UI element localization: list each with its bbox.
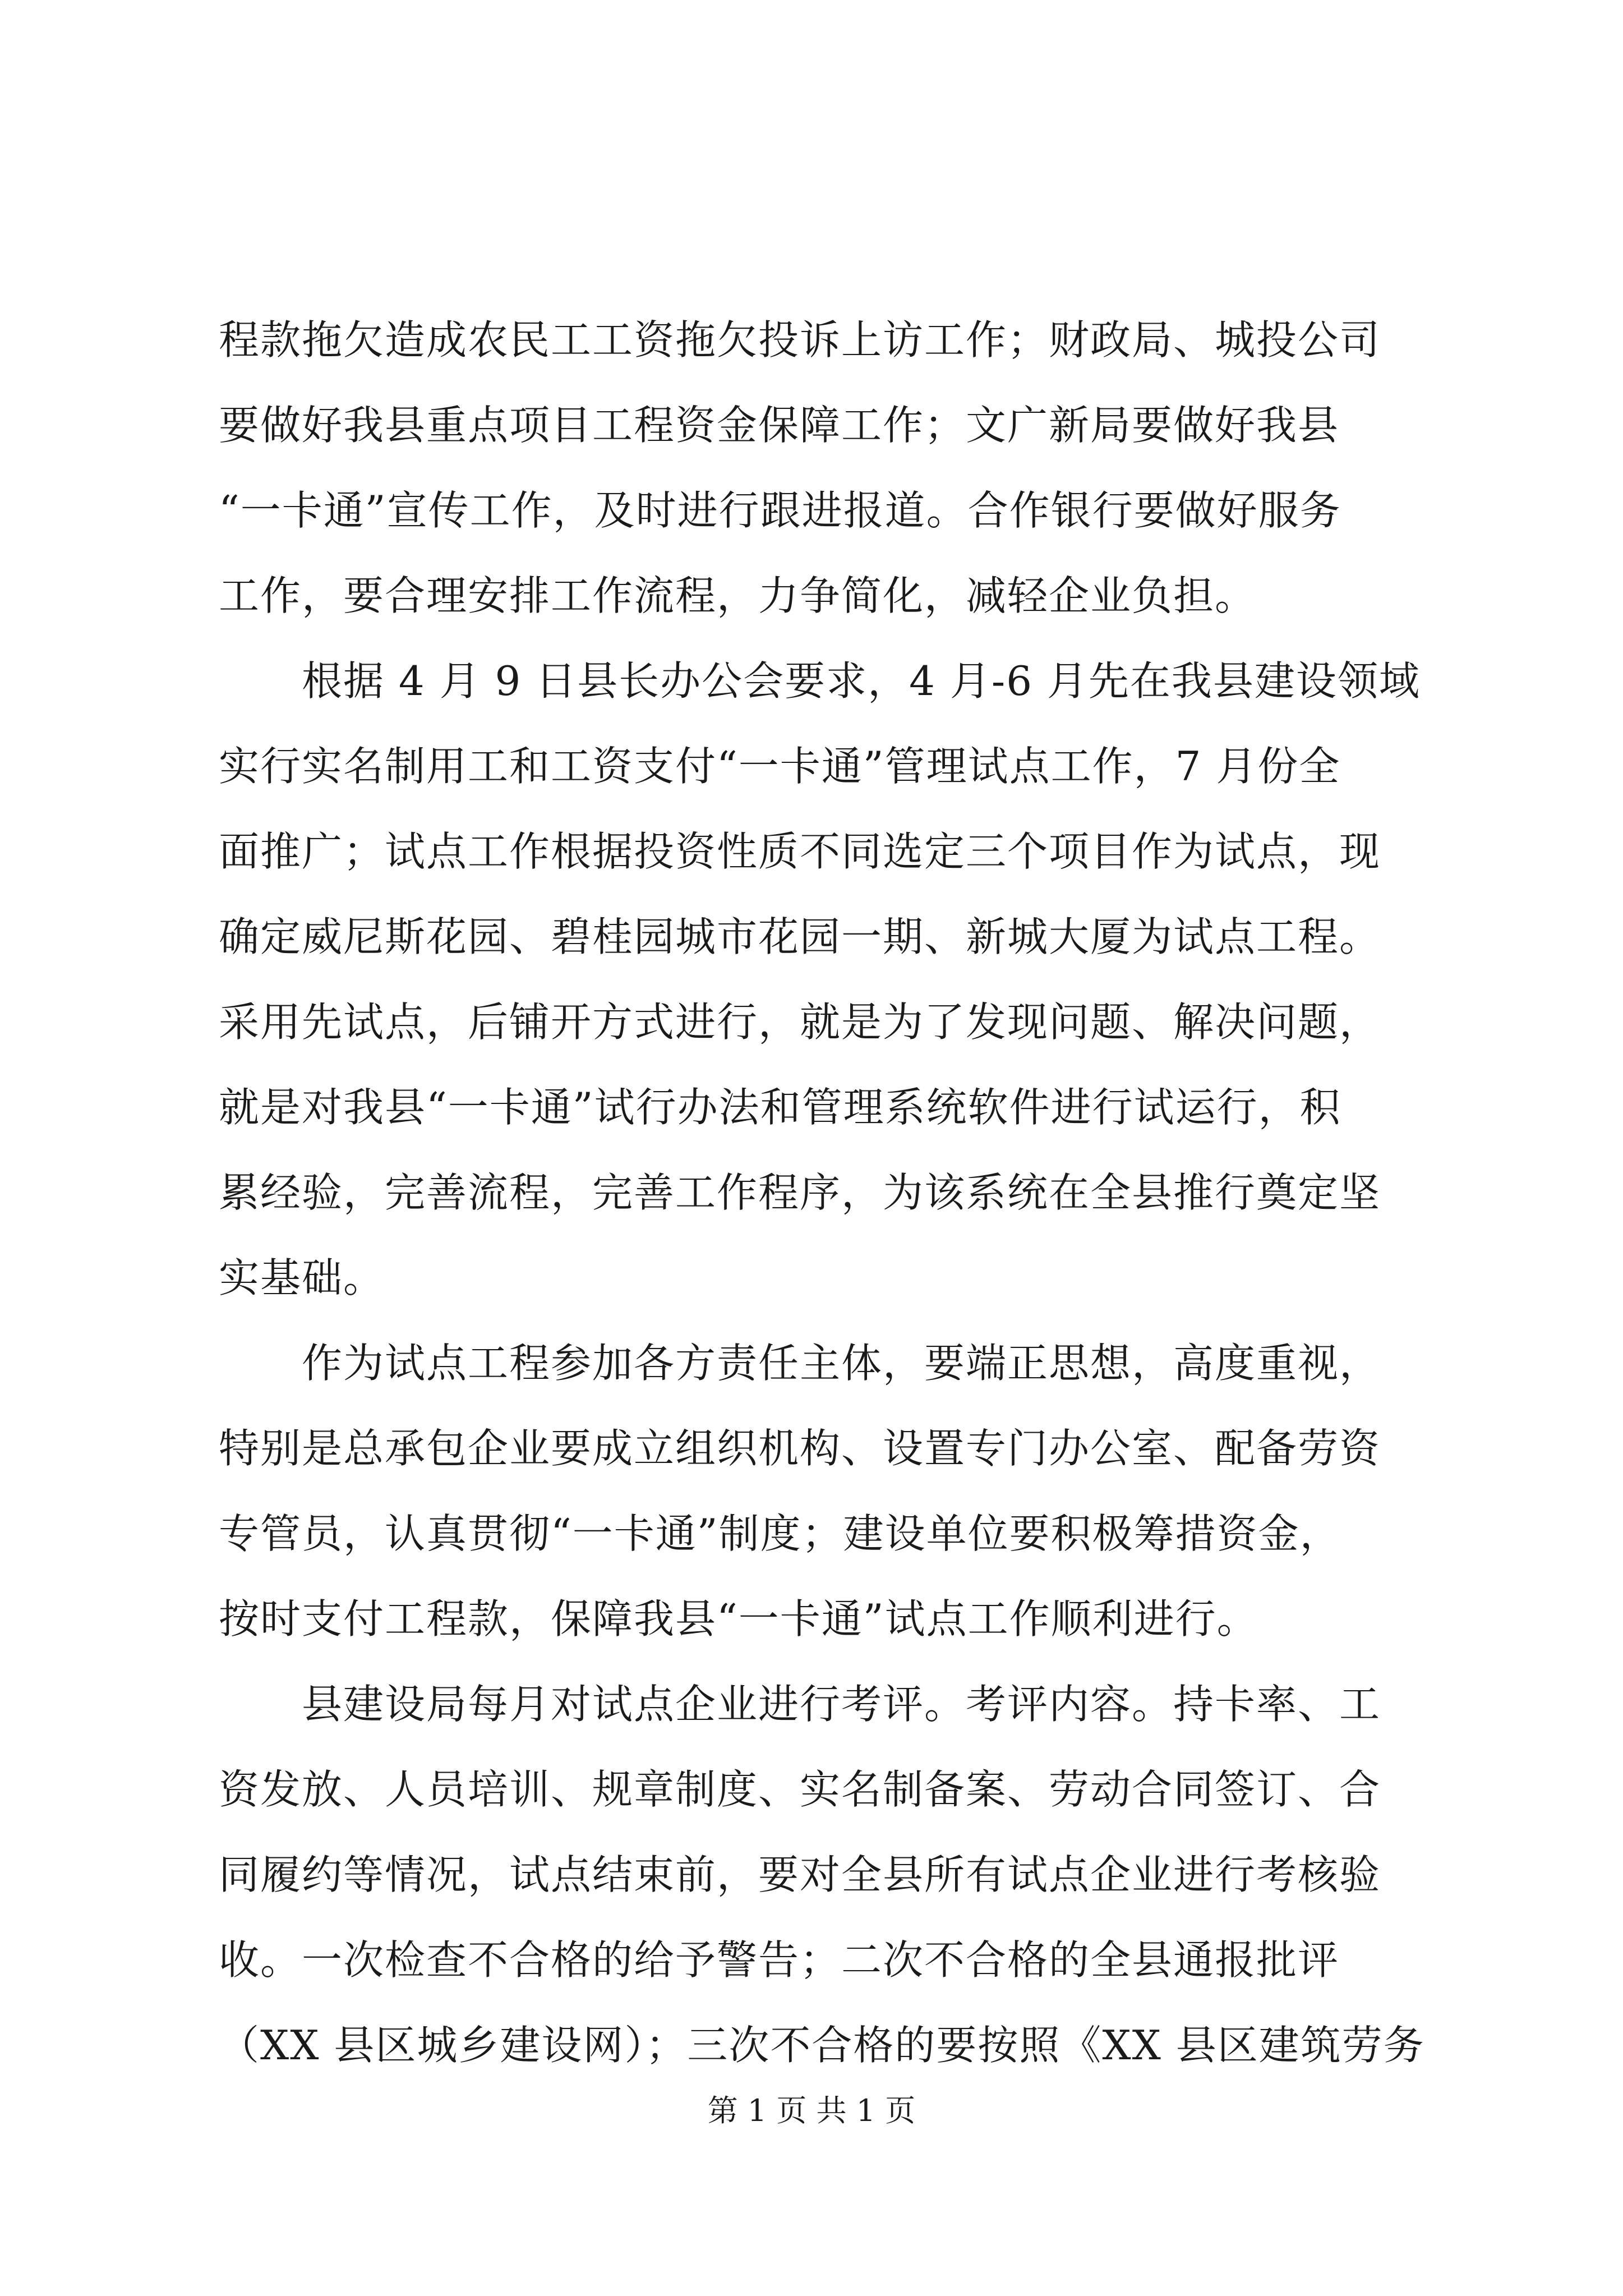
text-line: 根据 4 月 9 日县长办公会要求，4 月-6 月先在我县建设领域 (219, 657, 1421, 705)
text-line: 按时支付工程款，保障我县“一卡通”试点工作顺利进行。 (219, 1595, 1258, 1642)
text-line: 确定威尼斯花园、碧桂园城市花园一期、新城大厦为试点工程。 (219, 913, 1381, 960)
text-line: 实基础。 (219, 1254, 385, 1301)
text-line: 专管员，认真贯彻“一卡通”制度；建设单位要积极筹措资金， (219, 1510, 1341, 1557)
text-line: 面推广；试点工作根据投资性质不同选定三个项目作为试点，现 (219, 828, 1381, 875)
text-line: 程款拖欠造成农民工工资拖欠投诉上访工作；财政局、城投公司 (219, 316, 1381, 364)
page-number-footer: 第 1 页 共 1 页 (707, 2093, 916, 2128)
text-line: 作为试点工程参加各方责任主体，要端正思想，高度重视， (219, 1340, 1381, 1387)
document-body (219, 297, 1441, 2088)
text-line: 要做好我县重点项目工程资金保障工作；文广新局要做好我县 (219, 402, 1340, 449)
text-line: 收。一次检查不合格的给予警告；二次不合格的全县通报批评 (219, 1936, 1340, 1984)
text-line: 实行实名制用工和工资支付“一卡通”管理试点工作，7 月份全 (219, 743, 1341, 790)
text-line: 资发放、人员培训、规章制度、实名制备案、劳动合同签订、合 (219, 1766, 1381, 1813)
text-line: 采用先试点，后铺开方式进行，就是为了发现问题、解决问题， (219, 999, 1381, 1046)
text-line: 累经验，完善流程，完善工作程序，为该系统在全县推行奠定坚 (219, 1169, 1381, 1216)
text-line: 同履约等情况，试点结束前，要对全县所有试点企业进行考核验 (219, 1851, 1381, 1898)
text-line: 就是对我县“一卡通”试行办法和管理系统软件进行试运行，积 (219, 1084, 1341, 1131)
text-line: （XX 县区城乡建设网）；三次不合格的要按照《XX 县区建筑劳务 (219, 2022, 1425, 2069)
text-line: “一卡通”宣传工作，及时进行跟进报道。合作银行要做好服务 (219, 487, 1341, 534)
text-line: 工作，要合理安排工作流程，力争简化，减轻企业负担。 (219, 572, 1257, 619)
text-line: 特别是总承包企业要成立组织机构、设置专门办公室、配备劳资 (219, 1425, 1381, 1472)
text-line: 县建设局每月对试点企业进行考评。考评内容。持卡率、工 (219, 1681, 1381, 1728)
